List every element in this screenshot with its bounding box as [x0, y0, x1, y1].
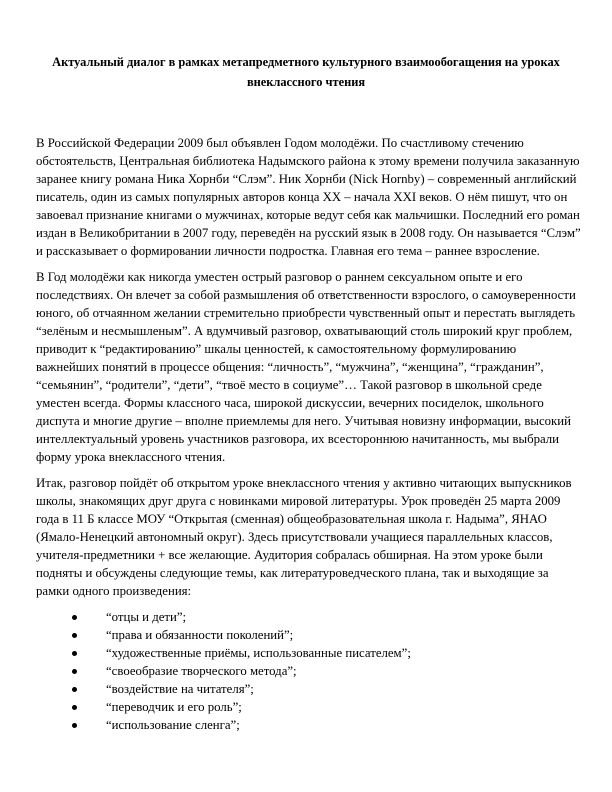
list-item [72, 626, 581, 644]
bullet-icon [72, 615, 77, 620]
paragraph-intro: В Российской Федерации 2009 был объявлен Годом молодёжи. По счастливому стечению обстоятельств, Центральная библиотека Надымского района к этому времени получила заказанную заранее книгу романа Ника Хорнби “Слэм”. Ник Хорнби (Nick Hornby) – современный английский писатель, один из самых популярных авторов конца ХХ – начала ХХI веков. О нём пишут, что он завоевал признание книгами о мужчинах, которые ведут себя как мальчишки. Последний его роман издан в Великобритании в 2007 году, переведён на русский язык в 2008 году. Он называется “Слэм” и рассказывает о формировании личности подростка. Главная его тема – раннее взросление. [36, 136, 581, 258]
paragraph-lesson: Итак, разговор пойдёт об открытом уроке внеклассного чтения у активно читающих выпускников школы, знакомящих друг друга с новинками мировой литературы. Урок проведён 25 марта 2009 года в 11 Б классе МОУ “Открытая (сменная) общеобразовательная школа г. Надыма”, ЯНАО (Ямало-Ненецкий автономный округ). Здесь присутствовали учащиеся параллельных классов, учителя-предметники + все желающие. Аудитория собралась обширная. На этом уроке были подняты и обсуждены следующие темы, как литературоведческого плана, так и выходящие за рамки одного произведения: [36, 476, 572, 598]
paragraph-discussion: В Год молодёжи как никогда уместен острый разговор о раннем сексуальном опыте и его последствиях. Он влечет за собой размышления об ответственности взрослого, о самоуверенности юного, об отчаянном желании стремительно приобрести чувственный опыт и перестать выглядеть “зелёным и несмышленым”. А вдумчивый разговор, охватывающий столь широкий круг проблем, приводит к “редактированию” шкалы ценностей, к самостоятельному формулированию важнейших понятий в процессе общения: “личность”, “мужчина”, “женщина”, “гражданин”, “семьянин”, “родители”, “дети”, “твоё место в социуме”… Такой разговор в школьной среде уместен всегда. Формы классного часа, широкой дискуссии, вечерних посиделок, школьного диспута и многие другие – вполне приемлемы для него. Учитывая новизну информации, высокий интеллектуальный уровень участников разговора, их всестороннюю начитанность, мы выбрали форму урока внеклассного чтения. [36, 270, 576, 464]
list-item [72, 716, 581, 734]
list-item-text: “использование сленга”; [106, 718, 240, 732]
list-item [72, 698, 581, 716]
list-item [72, 680, 581, 698]
list-item-text: “права и обязанности поколений”; [106, 628, 294, 642]
list-item [72, 662, 581, 680]
document-title: Актуальный диалог в рамках метапредметного культурного взаимообогащения на уроках внеклассного чтения [52, 55, 560, 89]
list-item [72, 644, 581, 662]
topics-list [36, 608, 581, 734]
bullet-icon [72, 705, 77, 710]
bullet-icon [72, 687, 77, 692]
list-item-text: “переводчик и его роль”; [106, 700, 242, 714]
list-item [72, 608, 581, 626]
bullet-icon [72, 669, 77, 674]
bullet-icon [72, 651, 77, 656]
bullet-icon [72, 723, 77, 728]
list-item-text: “художественные приёмы, использованные писателем”; [106, 646, 411, 660]
list-item-text: “отцы и дети”; [106, 610, 187, 624]
bullet-icon [72, 633, 77, 638]
document-body [36, 134, 581, 734]
list-item-text: “воздействие на читателя”; [106, 682, 254, 696]
list-item-text: “своеобразие творческого метода”; [106, 664, 297, 678]
